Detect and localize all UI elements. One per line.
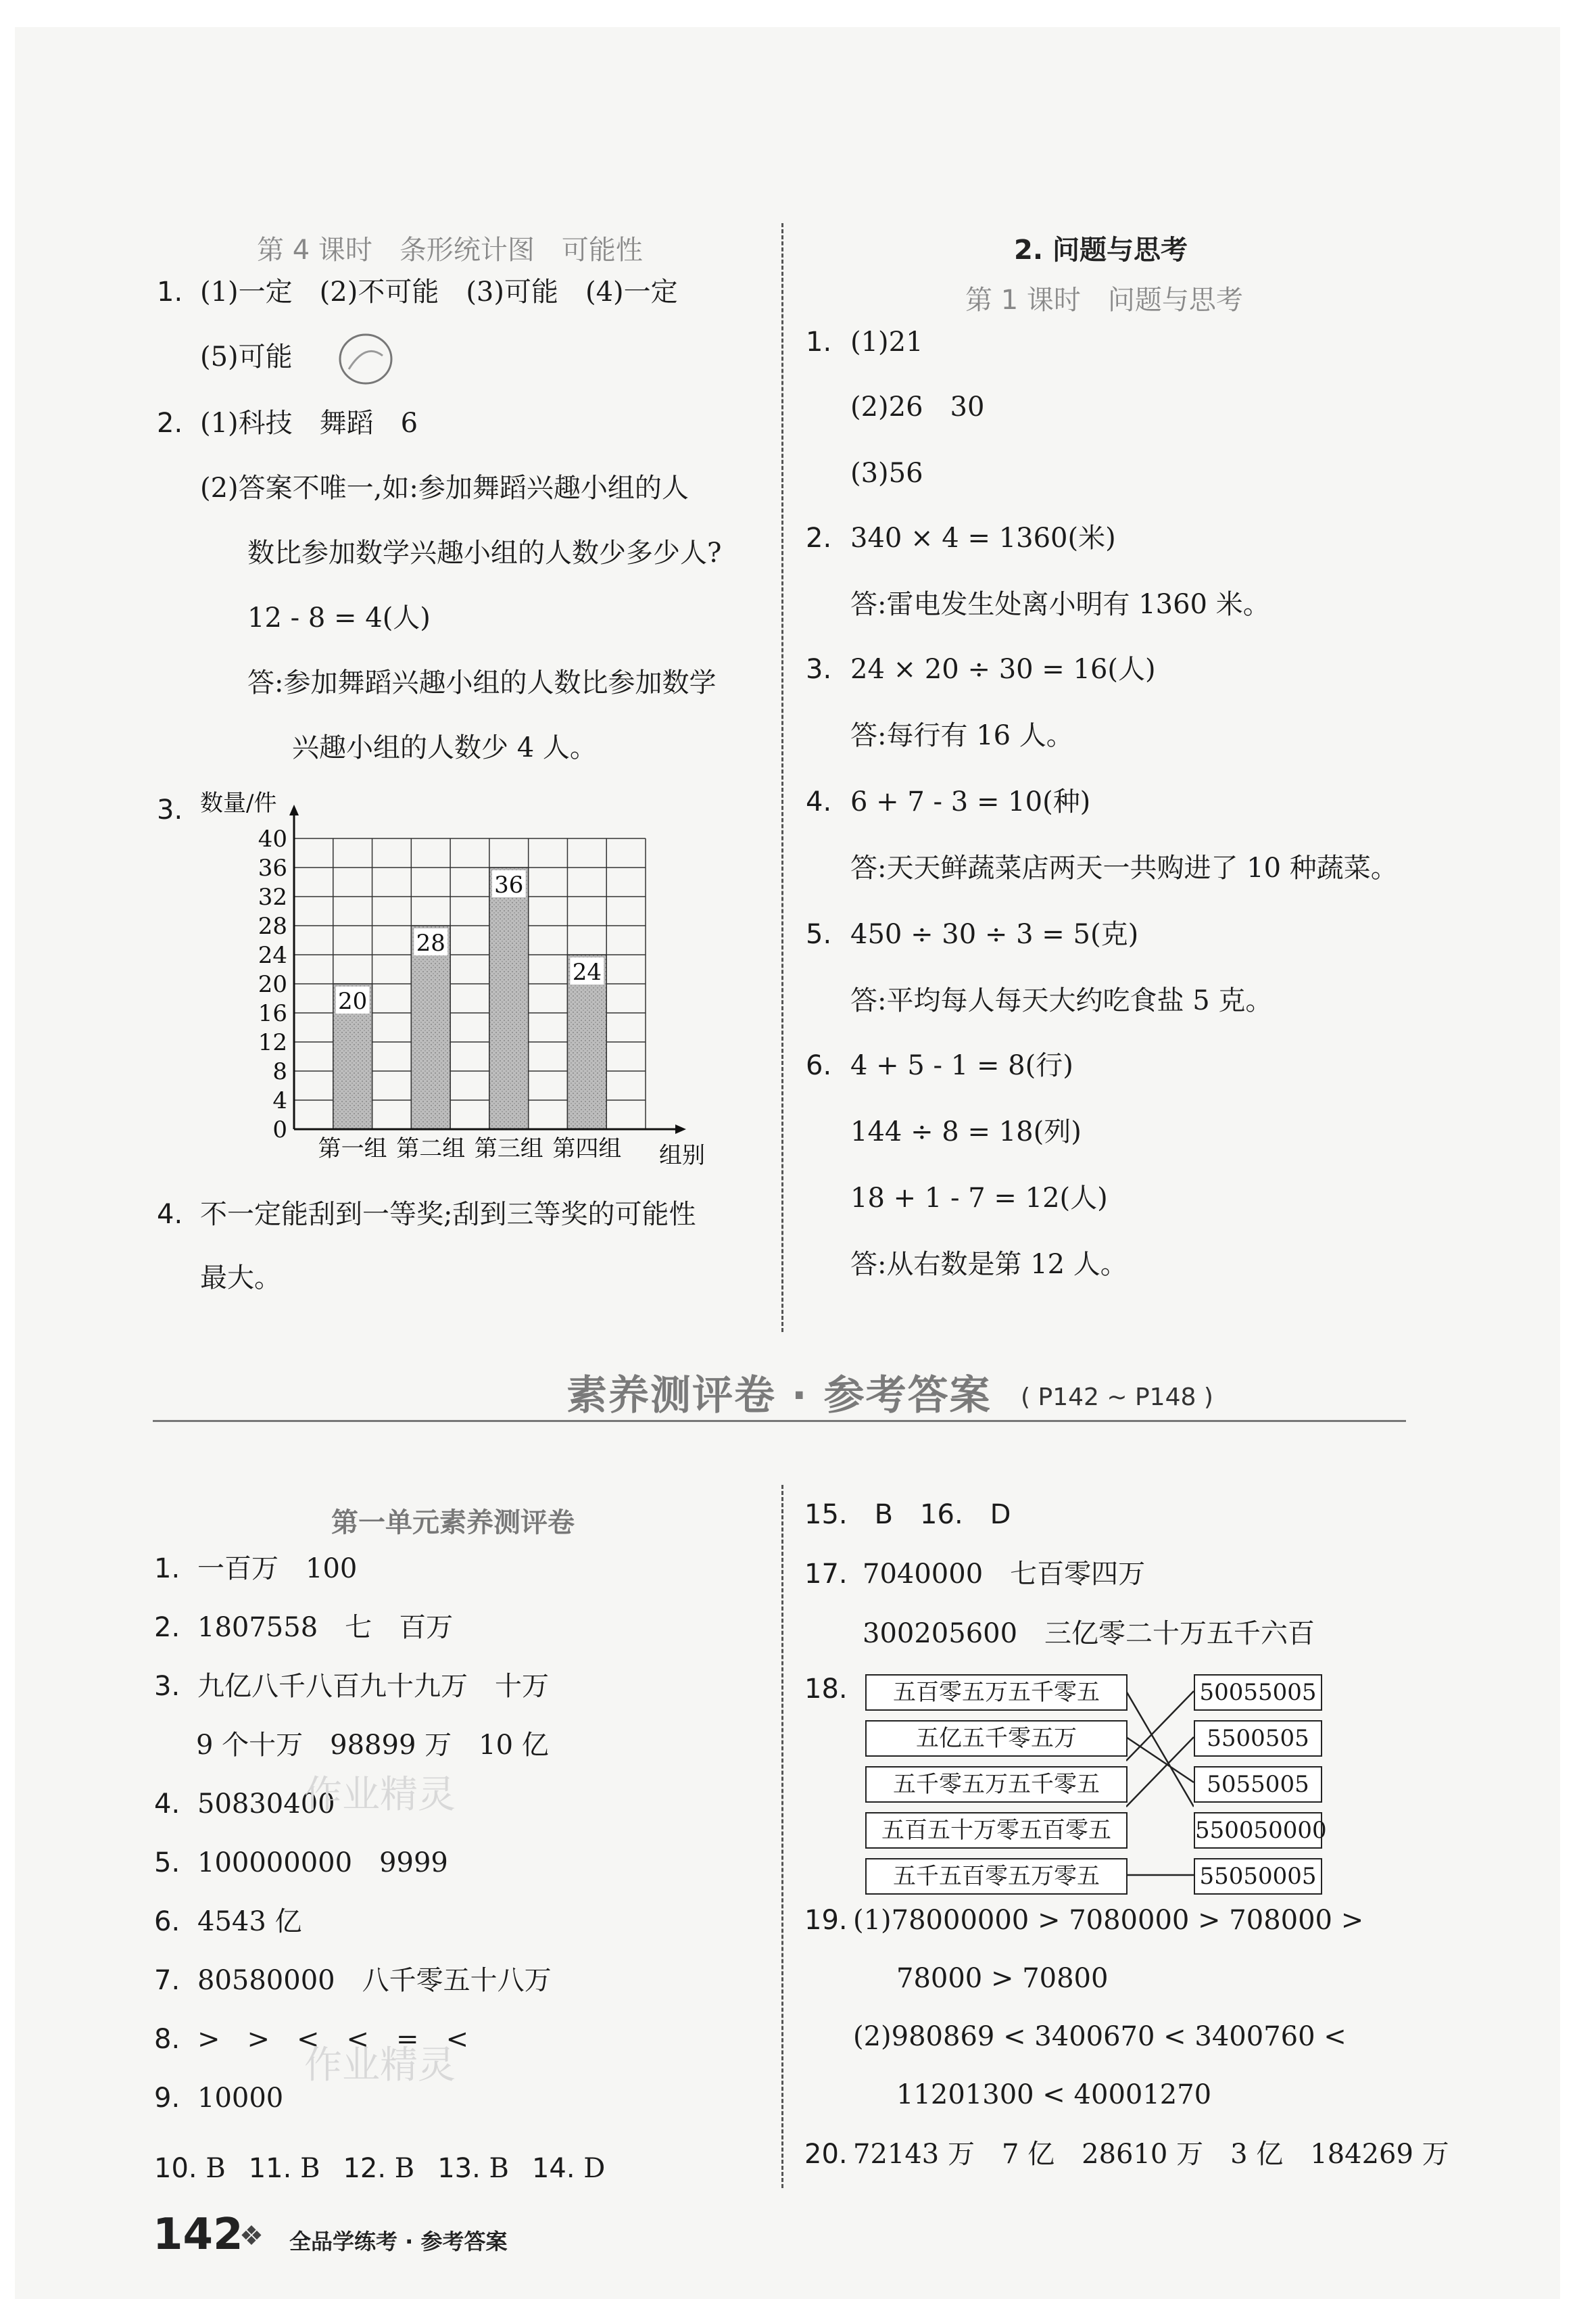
q18-label: 18. xyxy=(804,1674,848,1705)
r-q1-label: 1. xyxy=(806,327,832,358)
bar-chart xyxy=(183,788,744,1166)
bl-item-label: 7. xyxy=(154,1965,180,1996)
x-category-label: 第二组 xyxy=(396,1135,466,1162)
match-left-5: 五千五百零五万零五 xyxy=(865,1858,1128,1895)
page-number: 142 xyxy=(153,2210,243,2260)
match-right-1: 50055005 xyxy=(1194,1674,1322,1711)
y-tick-label: 8 xyxy=(272,1058,287,1085)
book-title: 全品学练考 · 参考答案 xyxy=(289,2229,508,2254)
r-q4-eq: 6 + 7 - 3 = 10(种) xyxy=(850,786,1091,817)
r-q6-eq1: 4 + 5 - 1 = 8(行) xyxy=(850,1050,1073,1081)
q4-line1: 不一定能刮到一等奖;刮到三等奖的可能性 xyxy=(200,1199,696,1230)
bl-item-text: > > < < = < xyxy=(197,2024,469,2055)
bl-item-text: 10000 xyxy=(197,2083,284,2114)
q19-line1: (1)78000000 > 7080000 > 708000 > xyxy=(853,1905,1364,1936)
match-lines xyxy=(1126,1674,1194,1897)
r-q4-label: 4. xyxy=(806,786,832,817)
q2-line4: 12 - 8 = 4(人) xyxy=(247,602,431,634)
banner-title: 素养测评卷 · 参考答案 xyxy=(566,1372,992,1419)
watermark-1: 作业精灵 xyxy=(304,1773,456,1817)
r-q2-eq: 340 × 4 = 1360(米) xyxy=(850,523,1116,554)
bl-item-text: 9 个十万 98899 万 10 亿 xyxy=(196,1730,549,1761)
q17-label: 17. xyxy=(804,1559,848,1590)
mc-number: 14. xyxy=(531,2153,584,2184)
match-left-3: 五千零五万五千零五 xyxy=(865,1766,1128,1803)
match-right-5: 55050005 xyxy=(1194,1858,1322,1895)
bl-item-label: 5. xyxy=(154,1847,180,1878)
q1-label: 1. xyxy=(157,277,183,308)
match-line-2-4 xyxy=(1126,1737,1194,1782)
match-left-1: 五百零五万五千零五 xyxy=(865,1674,1128,1711)
bl-item-label: 1. xyxy=(154,1553,180,1584)
mc-number: 10. xyxy=(154,2153,206,2184)
bl-item-label: 3. xyxy=(154,1671,180,1702)
y-axis-arrow xyxy=(289,805,299,815)
q4-line2: 最大。 xyxy=(200,1262,281,1294)
mc-answer: B xyxy=(300,2153,320,2184)
bl-item-label: 9. xyxy=(154,2083,180,2114)
match-line-1-3 xyxy=(1126,1691,1194,1807)
q20-label: 20. xyxy=(804,2139,848,2170)
q19-line2: 78000 > 70800 xyxy=(896,1963,1109,1994)
x-axis-arrow xyxy=(675,1124,686,1134)
r-q6-ans: 答:从右数是第 12 人。 xyxy=(850,1249,1128,1280)
q2-line1: (1)科技 舞蹈 6 xyxy=(200,408,418,439)
y-tick-label: 32 xyxy=(258,884,287,911)
section-title-right: 第 1 课时 问题与思考 xyxy=(965,285,1243,316)
banner-rule xyxy=(153,1420,1406,1422)
bl-item-text: 4543 亿 xyxy=(197,1906,302,1937)
y-tick-label: 4 xyxy=(272,1087,287,1114)
r-q6-eq3: 18 + 1 - 7 = 12(人) xyxy=(850,1183,1108,1214)
y-tick-label: 40 xyxy=(258,826,287,853)
mc-number: 12. xyxy=(343,2153,395,2184)
r-q3-ans: 答:每行有 16 人。 xyxy=(850,720,1073,751)
stamp-graphic xyxy=(335,329,396,389)
q2-line3: 数比参加数学兴趣小组的人数少多少人? xyxy=(247,538,722,569)
match-right-3: 5055005 xyxy=(1194,1766,1322,1803)
q1-line2: (5)可能 xyxy=(200,341,293,373)
r-q5-label: 5. xyxy=(806,919,832,950)
r-q2-ans: 答:雷电发生处离小明有 1360 米。 xyxy=(850,589,1270,620)
y-tick-label: 16 xyxy=(258,1000,287,1027)
q17-line2: 300205600 三亿零二十万五千六百 xyxy=(863,1618,1315,1649)
r-q5-eq: 450 ÷ 30 ÷ 3 = 5(克) xyxy=(850,919,1139,950)
bl-item-text: 100000000 9999 xyxy=(197,1847,448,1878)
bar-value-label: 36 xyxy=(494,872,524,899)
x-category-label: 第三组 xyxy=(474,1135,543,1162)
x-axis-title: 组别 xyxy=(659,1142,705,1166)
mc-number: 13. xyxy=(437,2153,489,2184)
mc-answer: B xyxy=(394,2153,415,2184)
y-tick-label: 28 xyxy=(258,913,287,940)
match-right-4: 550050000 xyxy=(1194,1812,1322,1849)
q2-line5: 答:参加舞蹈兴趣小组的人数比参加数学 xyxy=(247,667,717,698)
bl-item-label: 6. xyxy=(154,1906,180,1937)
q2-line2: (2)答案不唯一,如:参加舞蹈兴趣小组的人 xyxy=(200,473,689,504)
q2-label: 2. xyxy=(157,408,183,439)
q1-line1: (1)一定 (2)不可能 (3)可能 (4)一定 xyxy=(200,277,678,308)
r-q1-a: (1)21 xyxy=(850,327,923,358)
mc-number: 11. xyxy=(248,2153,301,2184)
r-q3-eq: 24 × 20 ÷ 30 = 16(人) xyxy=(850,654,1156,685)
y-tick-label: 20 xyxy=(258,971,287,998)
x-category-label: 第一组 xyxy=(318,1135,387,1162)
q2-line6: 兴趣小组的人数少 4 人。 xyxy=(292,732,597,763)
bl-item-label: 2. xyxy=(154,1612,180,1643)
y-axis-title: 数量/件 xyxy=(200,790,277,817)
r-q4-ans: 答:天天鲜蔬菜店两天一共购进了 10 种蔬菜。 xyxy=(850,853,1398,884)
bar-value-label: 28 xyxy=(416,930,445,957)
mc-row xyxy=(154,2153,605,2184)
q15-16: 15. B 16. D xyxy=(804,1499,1011,1530)
bar xyxy=(489,868,529,1129)
r-q2-label: 2. xyxy=(806,523,832,554)
r-q1-b: (2)26 30 xyxy=(850,392,985,423)
match-left-2: 五亿五千零五万 xyxy=(865,1720,1128,1757)
bl-item-text: 1807558 七 百万 xyxy=(197,1612,454,1643)
q17-line1: 7040000 七百零四万 xyxy=(863,1559,1146,1590)
bar-value-label: 24 xyxy=(572,959,602,986)
column-divider-top xyxy=(781,223,783,1332)
match-left-4: 五百五十万零五百零五 xyxy=(865,1812,1128,1849)
y-tick-label: 0 xyxy=(272,1116,287,1143)
r-q3-label: 3. xyxy=(806,654,832,685)
q4-label: 4. xyxy=(157,1199,183,1230)
chapter-title: 2. 问题与思考 xyxy=(1014,235,1188,266)
bl-item-text: 九亿八千八百九十九万 十万 xyxy=(197,1671,549,1702)
mc-answer: B xyxy=(489,2153,509,2184)
q19-line4: 11201300 < 40001270 xyxy=(896,2079,1212,2110)
bar-value-label: 20 xyxy=(338,988,368,1015)
mc-answer: D xyxy=(583,2153,606,2184)
section-title-unit1: 第一单元素养测评卷 xyxy=(331,1507,575,1538)
bl-item-label: 8. xyxy=(154,2024,180,2055)
r-q5-ans: 答:平均每人每天大约吃食盐 5 克。 xyxy=(850,985,1273,1016)
bl-item-text: 80580000 八千零五十八万 xyxy=(197,1965,552,1996)
bl-item-text: 50830400 xyxy=(197,1788,335,1820)
watermark-2: 作业精灵 xyxy=(304,2043,456,2087)
r-q6-eq2: 144 ÷ 8 = 18(列) xyxy=(850,1116,1082,1147)
match-right-2: 5500505 xyxy=(1194,1720,1322,1757)
bl-item-text: 一百万 100 xyxy=(197,1553,358,1584)
r-q1-c: (3)56 xyxy=(850,458,923,489)
y-tick-label: 36 xyxy=(258,855,287,882)
q19-label: 19. xyxy=(804,1905,848,1936)
x-category-label: 第四组 xyxy=(552,1135,622,1162)
banner-range: ( P142 ~ P148 ) xyxy=(1021,1383,1213,1411)
bar-chart-svg xyxy=(183,788,744,1166)
section-title-left: 第 4 课时 条形统计图 可能性 xyxy=(257,235,643,266)
q20-text: 72143 万 7 亿 28610 万 3 亿 184269 万 xyxy=(853,2139,1449,2170)
q19-line3: (2)980869 < 3400670 < 3400760 < xyxy=(853,2021,1347,2052)
y-tick-label: 24 xyxy=(258,942,287,969)
q3-label: 3. xyxy=(157,795,183,826)
column-divider-bottom xyxy=(781,1485,783,2188)
mc-answer: B xyxy=(205,2153,226,2184)
footer-diamond-icon: ❖ xyxy=(239,2221,264,2252)
bl-item-label: 4. xyxy=(154,1788,180,1820)
y-tick-label: 12 xyxy=(258,1029,287,1056)
r-q6-label: 6. xyxy=(806,1050,832,1081)
